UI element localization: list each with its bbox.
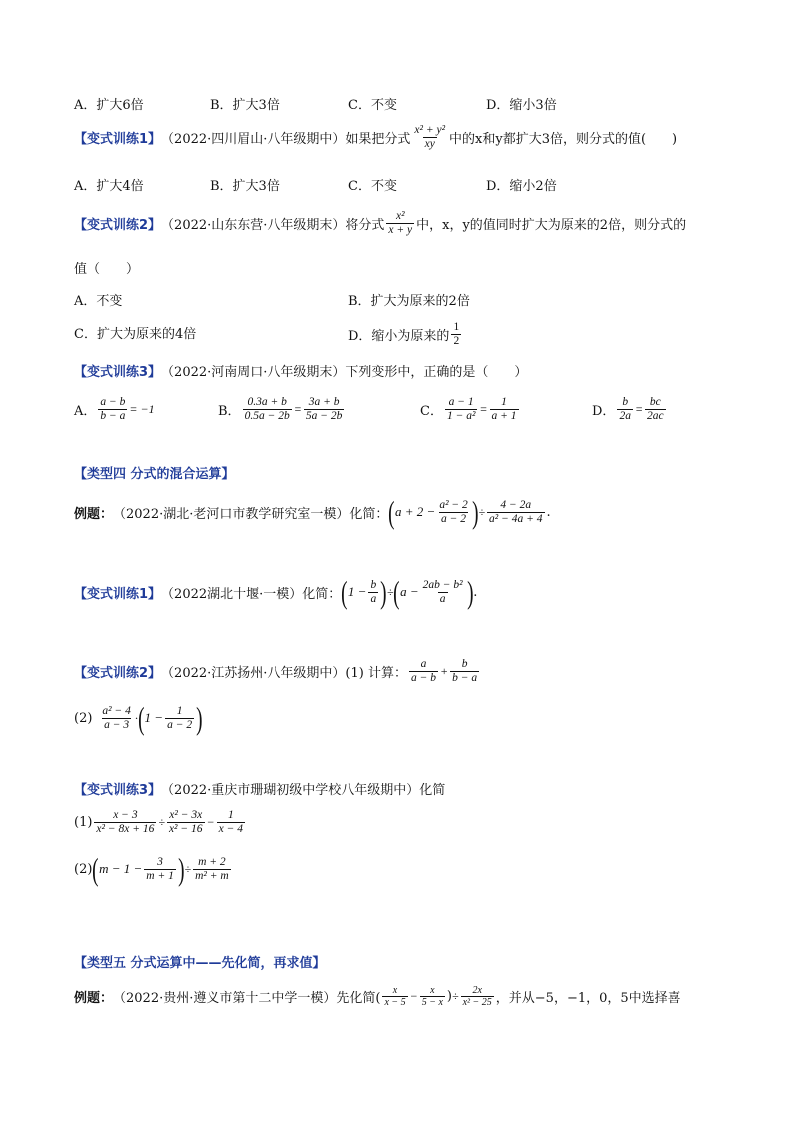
option-d: D．缩小为原来的 1 2 (348, 321, 460, 347)
question-continuation: 值（ ） (74, 262, 140, 277)
example-5: 例题： （2022·贵州·遵义市第十二中学一模）先化简( x x − 5 − $\frac{x}{5 - x}$ ) ÷ $\frac{2x}{\text{x² − 25}}$ ，并从−5，−1，0，5中选择喜 (74, 985, 681, 1008)
option-d: D．缩小3倍 (486, 98, 557, 113)
question-tag: 【变式训练2】 (74, 666, 162, 681)
question-tag: 【变式训练3】 (74, 783, 162, 798)
fraction: 1 2 (453, 321, 460, 347)
exercise-4-2-part2: (2) a² − 4 a − 3 · ( 1 − $\frac{1}{a - 2}$ ) (74, 700, 203, 736)
example-label: 例题： (74, 991, 114, 1006)
option-a: A．扩大6倍 (74, 98, 144, 113)
option-b: B．扩大3倍 (210, 98, 280, 113)
option-d: D．缩小2倍 (486, 179, 557, 194)
question-text: 中，x，y的值同时扩大为原来的2倍，则分式的 (416, 218, 687, 233)
example-label: 例题： (74, 506, 114, 522)
exercise-4-3: 【变式训练3】 （2022·重庆市珊瑚初级中学校八年级期中）化简 (74, 779, 445, 798)
fraction: x² x + y (388, 210, 413, 236)
exercise-4-1: 【变式训练1】 （2022湖北十堰·一模）化简： ( 1 − $\frac{b}{a}$ ) ÷ ( a − $\frac{\text{2ab − b²}}{a}$ ) . (74, 574, 478, 610)
section-heading: 【类型四 分式的混合运算】 (74, 467, 235, 482)
exercise-4-2: 【变式训练2】 （2022·江苏扬州·八年级期中）(1) 计算： a a − b + $\frac{b}{b - a}$ (74, 658, 478, 684)
option-a: A．扩大4倍 (74, 179, 144, 194)
question-2 (74, 210, 686, 237)
fraction: x² + y² xy (414, 124, 446, 150)
question-text: （2022·河南周口·八年级期末）下列变形中，正确的是（ ） (161, 365, 528, 380)
question-source: （2022·四川眉山·八年级期中）如果把分式 (161, 132, 411, 147)
option-b: B． $\frac{0.3a + b}{0.5a - 2b}$ = $\frac{3a + b}{5a - 2b}$ (218, 396, 343, 422)
example-4: 例题： （2022·湖北·老河口市教学研究室一模）化简： ( a + 2 − $\frac{\text{a² − 2}}{a - 2}$ ) ÷ $\frac{4 - 2a}{\text{a² − 4a + 4}}$ . (74, 494, 551, 530)
question-3 (74, 361, 527, 380)
question-tag: 【变式训练1】 (74, 132, 162, 147)
question-source: （2022·山东东营·八年级期末）将分式 (161, 218, 385, 233)
option-d: D． $\frac{b}{2a}$ = $\frac{bc}{2ac}$ (592, 396, 664, 422)
exercise-4-3-part2: (2) ( m − 1 − $\frac{3}{m + 1}$ ) ÷ $\frac{m + 2}{\text{m² + m}}$ (74, 851, 229, 887)
question-tag: 【变式训练2】 (74, 218, 162, 233)
question-text: 中的x和y都扩大3倍，则分式的值( ) (449, 132, 678, 147)
option-c: C．不变 (348, 179, 397, 194)
option-c: C． $\frac{a - 1}{\text{1 − a²}}$ = $\frac{1}{a + 1}$ (420, 396, 517, 422)
option-c: C．扩大为原来的4倍 (74, 327, 197, 342)
question-1 (74, 124, 677, 151)
question-tag: 【变式训练3】 (74, 365, 162, 380)
exercise-4-3-part1: (1) $\frac{x - 3}{\text{x² − 8x + 16}}$ ÷ $\frac{\text{x² − 3x}}{\text{x² − 16}}$ − $\frac{1}{x - 4}$ (74, 809, 243, 835)
option-c: C．不变 (348, 98, 397, 113)
option-b: B．扩大3倍 (210, 179, 280, 194)
option-a: A．不变 (74, 294, 123, 309)
option-a: A． $\frac{a - b}{b - a}$ = −1 (74, 396, 155, 422)
question-tag: 【变式训练1】 (74, 586, 162, 602)
option-b: B．扩大为原来的2倍 (348, 294, 470, 309)
section-heading: 【类型五 分式运算中——先化简，再求值】 (74, 956, 326, 971)
